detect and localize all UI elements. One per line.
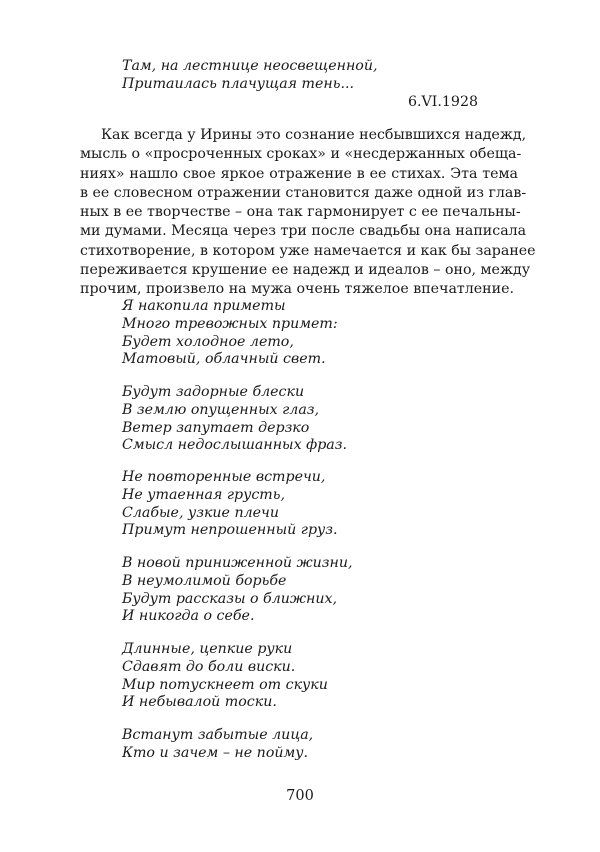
poem-line: Сдавят до боли виски.: [122, 658, 296, 675]
paragraph-line: стихотворение, в котором уже намечается и как бы заранее: [80, 242, 536, 259]
body-paragraph: [80, 126, 536, 300]
poem-stanza-5: [122, 641, 328, 712]
poem-line: Будут задорные блески: [122, 384, 305, 400]
paragraph-line: ми думами. Месяца через три после свадьбы она написала: [80, 223, 527, 240]
poem-line: Кто и зачем – не пойму.: [122, 744, 308, 761]
poem-line: Примут непрошенный груз.: [122, 522, 338, 539]
poem-line: И никогда о себе.: [122, 608, 255, 625]
poem-date: 6.VI.1928: [408, 94, 479, 110]
paragraph-line: Как всегда у Ирины это сознание несбывшихся надежд,: [101, 127, 527, 143]
paragraph-line: ниях» нашло свое яркое отражение в ее стихах. Эта тема: [80, 165, 518, 182]
epigraph-line: Там, на лестнице неосвещенной,: [122, 58, 378, 74]
poem-line: Матовый, облачный свет.: [122, 351, 326, 368]
poem-line: Не утаенная грусть,: [122, 486, 285, 503]
poem-stanza-3: [122, 469, 338, 540]
poem-line: Длинные, цепкие руки: [122, 641, 293, 657]
page-number: 700: [286, 788, 314, 804]
paragraph-line: в ее словесном отражении становится даже одной из глав-: [80, 184, 527, 201]
poem-line: Встанут забытые лица,: [122, 727, 314, 743]
poem-stanza-2: [122, 384, 347, 455]
poem-line: Будет холодное лето,: [122, 333, 294, 350]
poem-line: В землю опущенных глаз,: [122, 401, 320, 418]
poem-line: В неумолимой борьбе: [122, 572, 287, 589]
paragraph-line: ных в ее творчестве – она так гармонирует с ее печальны-: [80, 204, 521, 221]
poem-stanza-1: [122, 298, 338, 369]
paragraph-line: мысль о «просроченных сроках» и «несдержанных обеща-: [80, 146, 522, 163]
poem-line: Много тревожных примет:: [122, 315, 338, 332]
poem-line: В новой приниженной жизни,: [122, 555, 353, 571]
poem-line: Я накопила приметы: [122, 298, 286, 314]
poem-line: Слабые, узкие плечи: [122, 504, 279, 521]
poem-stanza-4: [122, 555, 353, 626]
poem-stanza-6: [122, 727, 313, 763]
paragraph-line: прочим, произвело на мужа очень тяжелое впечатление.: [80, 281, 514, 298]
poem-line: Мир потускнеет от скуки: [122, 676, 328, 693]
poem-line: Будут рассказы о ближних,: [122, 590, 338, 607]
poem-line: И небывалой тоски.: [122, 694, 277, 711]
poem-line: Смысл недослышанных фраз.: [122, 437, 348, 454]
poem-line: Не повторенные встречи,: [122, 469, 326, 485]
paragraph-line: переживается крушение ее надежд и идеалов – оно, между: [80, 262, 531, 279]
epigraph-line: Притаилась плачущая тень...: [122, 75, 355, 92]
poem-line: Ветер запутает дерзко: [122, 419, 310, 436]
epigraph: [122, 58, 378, 94]
